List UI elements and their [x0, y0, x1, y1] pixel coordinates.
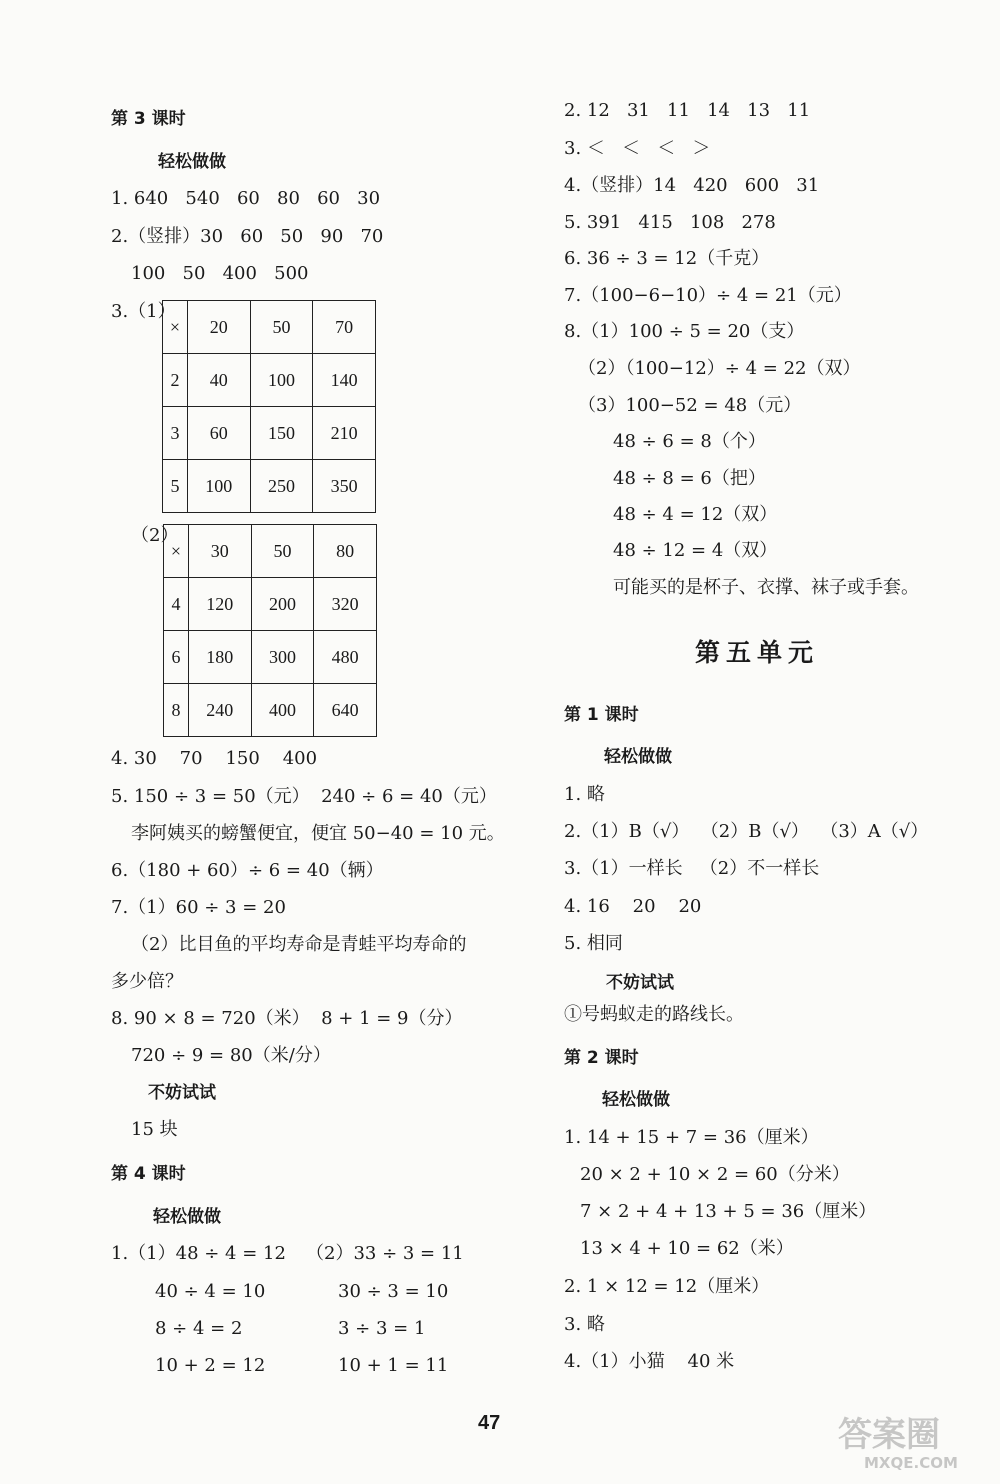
table-cell: 150 — [250, 407, 313, 460]
answer-line: 1. 640 540 60 80 60 30 — [111, 188, 381, 209]
table-cell: 3 — [163, 407, 188, 460]
answer-line: 10 + 1 = 11 — [338, 1355, 449, 1376]
easy-practice-title: 轻松做做 — [153, 1207, 221, 1227]
answer-line: 4.（1）小猫 40 米 — [564, 1351, 735, 1372]
try-it-title: 不妨试试 — [606, 973, 674, 993]
answer-line: 13 × 4 + 10 = 62（米） — [580, 1238, 794, 1259]
table-cell: 5 — [163, 460, 188, 513]
multiplication-table-1 — [162, 300, 376, 513]
answer-line: 5. 相同 — [564, 933, 623, 954]
answer-line: 2. 1 × 12 = 12（厘米） — [564, 1276, 770, 1297]
table-cell: × — [163, 301, 188, 354]
answer-line: 1. 略 — [564, 784, 605, 805]
answer-line: 2. 12 31 11 14 13 11 — [564, 100, 811, 121]
table-cell: 180 — [188, 631, 251, 684]
try-it-title: 不妨试试 — [148, 1083, 216, 1103]
table-cell: 480 — [314, 631, 377, 684]
table-cell: 320 — [314, 578, 377, 631]
answer-line: （2）比目鱼的平均寿命是青蛙平均寿命的 — [131, 934, 467, 955]
table-cell: 6 — [164, 631, 189, 684]
table-row — [163, 407, 376, 460]
table-row — [163, 301, 376, 354]
multiplication-table-2 — [163, 524, 377, 737]
answer-line: 8 ÷ 4 = 2 — [155, 1318, 243, 1339]
answer-line: 李阿姨买的螃蟹便宜，便宜 50−40 = 10 元。 — [131, 823, 505, 844]
table-cell: 300 — [251, 631, 314, 684]
table-cell: 100 — [187, 460, 250, 513]
lesson2-heading: 第 2 课时 — [564, 1048, 639, 1068]
easy-practice-title: 轻松做做 — [604, 747, 672, 767]
answer-line: 10 + 2 = 12 — [155, 1355, 266, 1376]
lesson1-heading: 第 1 课时 — [564, 705, 639, 725]
answer-line: 720 ÷ 9 = 80（米/分） — [131, 1045, 331, 1066]
answer-line: 7.（100−6−10）÷ 4 = 21（元） — [564, 285, 852, 306]
answer-line: 4.（竖排）14 420 600 31 — [564, 175, 820, 196]
answer-line: 3. ＜ ＜ ＜ ＞ — [564, 138, 711, 159]
table-cell: 350 — [313, 460, 376, 513]
answer-line: 48 ÷ 8 = 6（把） — [613, 468, 766, 489]
answer-line: 3.（1）一样长 （2）不一样长 — [564, 858, 820, 879]
answer-line: 2.（竖排）30 60 50 90 70 — [111, 226, 384, 247]
answer-line: （2） — [131, 525, 179, 546]
table-cell: 30 — [188, 525, 251, 578]
answer-line: 3.（1） — [111, 301, 176, 322]
answer-line: 7 × 2 + 4 + 13 + 5 = 36（厘米） — [580, 1201, 877, 1222]
answer-line: 1.（1）48 ÷ 4 = 12 — [111, 1243, 286, 1264]
table-row — [163, 354, 376, 407]
answer-line: 48 ÷ 4 = 12（双） — [613, 504, 778, 525]
lesson4-heading: 第 4 课时 — [111, 1164, 186, 1184]
answer-line: （3）100−52 = 48（元） — [578, 395, 802, 416]
table-cell: 640 — [314, 684, 377, 737]
answer-line: 48 ÷ 12 = 4（双） — [613, 540, 778, 561]
answer-line: 100 50 400 500 — [131, 263, 309, 284]
answer-line: 48 ÷ 6 = 8（个） — [613, 431, 766, 452]
answer-line: 3 ÷ 3 = 1 — [338, 1318, 426, 1339]
table-row — [164, 525, 377, 578]
table-cell: 250 — [250, 460, 313, 513]
answer-line: 15 块 — [131, 1119, 178, 1140]
table-cell: 2 — [163, 354, 188, 407]
table-cell: 200 — [251, 578, 314, 631]
answer-line: 3. 略 — [564, 1314, 605, 1335]
answer-line: 4. 30 70 150 400 — [111, 748, 318, 769]
table-cell: 40 — [187, 354, 250, 407]
svg-text:MXQE.COM: MXQE.COM — [864, 1454, 958, 1472]
answer-line: （2）（100−12）÷ 4 = 22（双） — [578, 358, 861, 379]
easy-practice-title: 轻松做做 — [158, 152, 226, 172]
svg-text:答案圈: 答案圈 — [838, 1415, 940, 1455]
table-cell: 70 — [313, 301, 376, 354]
answer-line: 40 ÷ 4 = 10 — [155, 1281, 266, 1302]
table-row — [164, 578, 377, 631]
answer-line: 5. 391 415 108 278 — [564, 212, 776, 233]
answer-line: 1. 14 + 15 + 7 = 36（厘米） — [564, 1127, 819, 1148]
table-cell: 210 — [313, 407, 376, 460]
table-row — [163, 460, 376, 513]
answer-line: 7.（1）60 ÷ 3 = 20 — [111, 897, 286, 918]
table-row — [164, 684, 377, 737]
table-cell: 20 — [187, 301, 250, 354]
table-cell: 80 — [314, 525, 377, 578]
unit-title: 第五单元 — [695, 638, 820, 667]
table-row — [164, 631, 377, 684]
answer-line: 2.（1）B（√） （2）B（√） （3）A（√） — [564, 821, 929, 842]
table-cell: 4 — [164, 578, 189, 631]
answer-line: 8.（1）100 ÷ 5 = 20（支） — [564, 321, 805, 342]
answer-line: 4. 16 20 20 — [564, 896, 702, 917]
table-cell: 240 — [188, 684, 251, 737]
table-cell: 60 — [187, 407, 250, 460]
table-cell: × — [164, 525, 189, 578]
watermark-logo — [834, 1406, 990, 1472]
answer-line: 8. 90 × 8 = 720（米） 8 + 1 = 9（分） — [111, 1008, 463, 1029]
answer-line: 6.（180 + 60）÷ 6 = 40（辆） — [111, 860, 384, 881]
easy-practice-title: 轻松做做 — [602, 1090, 670, 1110]
answer-line: 20 × 2 + 10 × 2 = 60（分米） — [580, 1164, 850, 1185]
answer-line: ①号蚂蚁走的路线长。 — [564, 1004, 744, 1025]
table-cell: 100 — [250, 354, 313, 407]
answer-line: 5. 150 ÷ 3 = 50（元） 240 ÷ 6 = 40（元） — [111, 786, 497, 807]
table-cell: 50 — [250, 301, 313, 354]
table-cell: 400 — [251, 684, 314, 737]
page-number: 47 — [478, 1412, 501, 1434]
table-cell: 140 — [313, 354, 376, 407]
table-cell: 50 — [251, 525, 314, 578]
answer-line: （2）33 ÷ 3 = 11 — [306, 1243, 464, 1264]
answer-line: 6. 36 ÷ 3 = 12（千克） — [564, 248, 770, 269]
table-cell: 120 — [188, 578, 251, 631]
table-cell: 8 — [164, 684, 189, 737]
answer-line: 多少倍？ — [111, 971, 183, 992]
answer-line: 30 ÷ 3 = 10 — [338, 1281, 449, 1302]
lesson3-heading: 第 3 课时 — [111, 109, 186, 129]
answer-line: 可能买的是杯子、衣撑、袜子或手套。 — [613, 577, 919, 598]
